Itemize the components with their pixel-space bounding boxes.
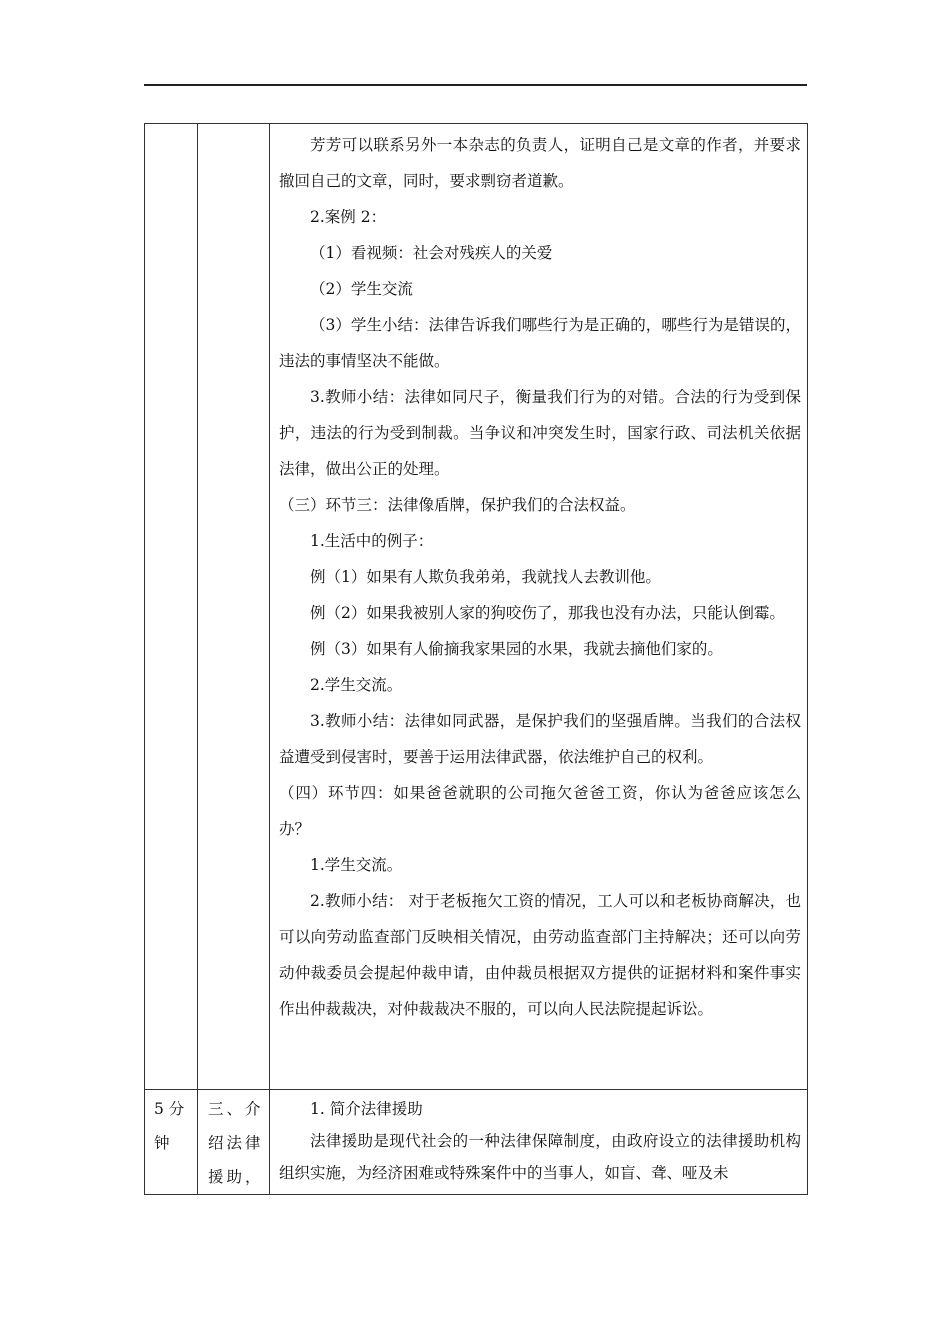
paragraph: （四）环节四：如果爸爸就职的公司拖欠爸爸工资，你认为爸爸应该怎么办？ xyxy=(279,784,801,838)
paragraph: 法律援助是现代社会的一种法律保障制度，由政府设立的法律援助机构组织实施，为经济困难或特殊案件中的当事人，如盲、聋、哑及未 xyxy=(279,1132,801,1182)
paragraph: 1.学生交流。 xyxy=(310,856,403,874)
paragraph: 2.学生交流。 xyxy=(310,676,403,694)
paragraph: 例（2）如果我被别人家的狗咬伤了，那我也没有办法，只能认倒霉。 xyxy=(310,604,785,622)
paragraph: 例（3）如果有人偷摘我家果园的水果，我就去摘他们家的。 xyxy=(310,640,723,658)
content-cell xyxy=(270,124,808,1090)
content-cell xyxy=(270,1090,808,1195)
paragraph: 2.教师小结： 对于老板拖欠工资的情况，工人可以和老板协商解决，也可以向劳动监查部门反映相关情况，由劳动监查部门主持解决；还可以向劳动仲裁委员会提起仲裁申请，由仲裁员根据双方提供的证据材料和案件事实作出仲裁裁决，对仲裁裁决不服的，可以向人民法院提起诉讼。 xyxy=(279,892,801,1018)
section-cell: 三、介绍法律援助， xyxy=(198,1090,270,1195)
paragraph: 例（1）如果有人欺负我弟弟，我就找人去教训他。 xyxy=(310,568,661,586)
paragraph: （2）学生交流 xyxy=(310,280,413,298)
paragraph: （3）学生小结：法律告诉我们哪些行为是正确的，哪些行为是错误的，违法的事情坚决不能做。 xyxy=(279,316,801,370)
table-row xyxy=(145,1090,808,1195)
paragraph: 1.生活中的例子： xyxy=(310,532,434,550)
paragraph: （三）环节三：法律像盾牌，保护我们的合法权益。 xyxy=(279,496,636,514)
table-row xyxy=(145,124,808,1090)
paragraph: 2.案例 2： xyxy=(310,208,387,226)
header-rule xyxy=(144,84,807,86)
time-cell xyxy=(145,124,198,1090)
lesson-plan-table xyxy=(144,123,808,1195)
paragraph: 3.教师小结：法律如同武器，是保护我们的坚强盾牌。当我们的合法权益遭受到侵害时，要善于运用法律武器，依法维护自己的权利。 xyxy=(279,712,801,766)
paragraph: 3.教师小结：法律如同尺子，衡量我们行为的对错。合法的行为受到保护，违法的行为受到制裁。当争议和冲突发生时，国家行政、司法机关依据法律，做出公正的处理。 xyxy=(279,388,801,478)
paragraph: 1. 简介法律援助 xyxy=(310,1100,423,1118)
time-cell: 5 分钟 xyxy=(145,1090,198,1195)
paragraph: （1）看视频：社会对残疾人的关爱 xyxy=(310,244,553,262)
paragraph: 芳芳可以联系另外一本杂志的负责人，证明自己是文章的作者，并要求撤回自己的文章，同时，要求剽窃者道歉。 xyxy=(279,136,801,190)
section-cell xyxy=(198,124,270,1090)
